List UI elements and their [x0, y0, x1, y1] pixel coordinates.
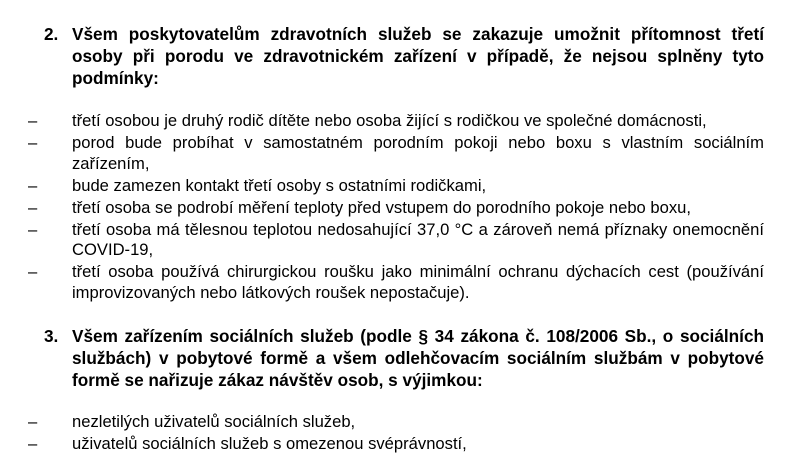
list-item-text: třetí osoba používá chirurgickou roušku jako minimální ochranu dýchacích cest (používání improvizovaných nebo látkových roušek nepostačuje).	[72, 262, 764, 302]
section-3	[0, 325, 804, 391]
list-item	[0, 198, 804, 219]
section-2	[0, 23, 804, 89]
section-2-conditions-list	[0, 111, 804, 305]
section-3-heading: Všem zařízením sociálních služeb (podle § 34 zákona č. 108/2006 Sb., o sociálních službách) v pobytové formě a všem odlehčovacím sociálním službám v pobytové formě se nařizuje zákaz návštěv osob, s výjimkou:	[72, 326, 764, 390]
section-3-heading-row	[0, 325, 804, 391]
section-2-number: 2.	[44, 24, 59, 44]
list-item	[0, 176, 804, 197]
list-item-text: porod bude probíhat v samostatném porodním pokoji nebo boxu s vlastním sociálním zařízením,	[72, 133, 764, 173]
dash-bullet: –	[28, 219, 38, 239]
list-item	[0, 262, 804, 303]
list-item-text: nezletilých uživatelů sociálních služeb,	[72, 412, 356, 431]
dash-bullet: –	[28, 197, 38, 217]
dash-bullet: –	[28, 412, 38, 431]
dash-bullet: –	[28, 111, 38, 130]
section-2-heading-row	[0, 23, 804, 89]
section-3-exceptions-list	[0, 412, 804, 456]
list-item-text: třetí osobou je druhý rodič dítěte nebo osoba žijící s rodičkou ve společné domácnosti,	[72, 111, 707, 130]
list-item	[0, 220, 804, 261]
dash-bullet: –	[28, 175, 38, 195]
section-2-heading: Všem poskytovatelům zdravotních služeb se zakazuje umožnit přítomnost třetí osoby při porodu ve zdravotnickém zařízení v případě, že nejsou splněny tyto podmínky:	[72, 24, 764, 88]
dash-bullet: –	[28, 262, 38, 281]
list-item	[0, 133, 804, 174]
list-item	[0, 111, 804, 132]
list-item-text: uživatelů sociálních služeb s omezenou svéprávností,	[72, 434, 467, 453]
dash-bullet: –	[28, 434, 38, 453]
list-item	[0, 434, 804, 455]
list-item-text: třetí osoba se podrobí měření teploty před vstupem do porodního pokoje nebo boxu,	[72, 197, 691, 217]
list-item	[0, 412, 804, 433]
list-item-text: bude zamezen kontakt třetí osoby s ostatními rodičkami,	[72, 175, 487, 195]
list-item-text: třetí osoba má tělesnou teplotou nedosahující 37,0 °C a zároveň nemá příznaky onemocnění COVID-19,	[72, 219, 764, 259]
dash-bullet: –	[28, 133, 38, 152]
section-3-number: 3.	[44, 326, 59, 346]
